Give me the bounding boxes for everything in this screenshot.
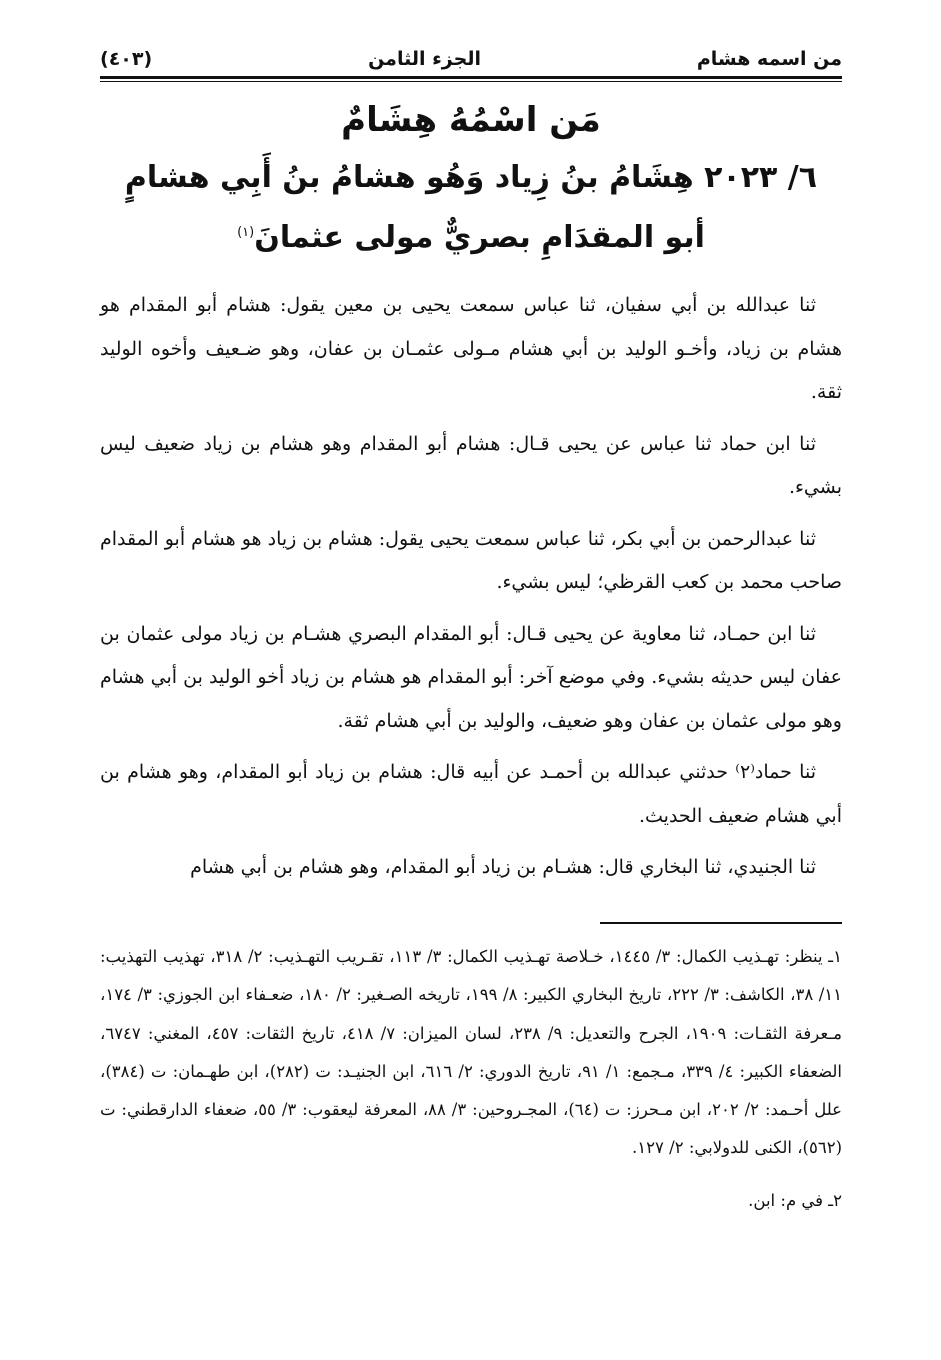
header-volume: الجزء الثامن (368, 48, 481, 70)
footnote-divider (600, 922, 842, 924)
paragraph: ثنا حماد⁽٢⁾ حدثني عبدالله بن أحمـد عن أبيه قال: هشام بن زياد أبو المقدام، وهو هشام بن أبي هشام ضعيف الحديث. (100, 761, 842, 827)
entry-title-line1: ٦/ ٢٠٢٣ هِشَامُ بنُ زِياد وَهُو هشامُ بنُ أَبِي هشامٍ (124, 160, 818, 195)
header-rule (100, 76, 842, 82)
footnotes (100, 938, 842, 1220)
footnote-1: ١ـ ينظر: تهـذيب الكمال: ٣/ ١٤٤٥، خـلاصة تهـذيب الكمال: ٣/ ١١٣، تقـريب التهـذيب: ٢/ ٣١٨، تهذيب التهذيب: ١١/ ٣٨، الكاشف: ٣/ ٢٢٢، تاريخ البخاري الكبير: ٨/ ١٩٩، تاريخه الصـغير: ٢/ ١٨٠، ضعـفاء ابن الجوزي: ٣/ ١٧٤، مـعرفة الثقـات: ١٩٠٩، الجرح والتعديل: ٩/ ٢٣٨، لسان الميزان: ٧/ ٤١٨، تاريخ الثقات: ٤٥٧، المغني: ٦٧٤٧، الضعفاء الكبير: ٤/ ٣٣٩، مـجمع: ١/ ٩١، تاريخ الدوري: ٢/ ٦١٦، ابن الجنيـد: ت (٢٨٢)، ابن طهـمان: ت (٣٨٤)، علل أحـمد: ٢/ ٢٠٢، ابن مـحرز: ت (٦٤)، المجـروحين: ٣/ ٨٨، المعرفة ليعقوب: ٣/ ٥٥، ضعفاء الدارقطني: ت (٥٦٢)، الكنى للدولابي: ٢/ ١٢٧. (100, 947, 843, 1158)
paragraph: ثنا عبدالرحمن بن أبي بكر، ثنا عباس سمعت يحيى يقول: هشام بن زياد هو هشام أبو المقدام صاحب محمد بن كعب القرظي؛ ليس بشيء. (100, 527, 842, 593)
entry-title-line2 (100, 220, 842, 255)
paragraph: ثنا الجنيدي، ثنا البخاري قال: هشـام بن زياد أبو المقدام، وهو هشام بن أبي هشام (190, 856, 816, 878)
footnote-2: ٢ـ في م: ابن. (748, 1190, 842, 1210)
section-title: مَن اسْمُهُ هِشَامٌ (341, 100, 601, 140)
footnote-ref: (١) (237, 225, 255, 240)
paragraph: ثنا ابن حماد ثنا عباس عن يحيى قـال: هشام أبو المقدام وهو هشام بن زياد ضعيف ليس بشيء. (100, 432, 842, 498)
header-section-name: من اسمه هشام (696, 48, 842, 70)
header-page-number: (٤٠٣) (100, 48, 153, 70)
body-text (100, 284, 842, 890)
entry-title-line2-text: أبو المقدَامِ بصريٌّ مولى عثمانَ (254, 220, 705, 255)
paragraph: ثنا عبدالله بن أبي سفيان، ثنا عباس سمعت يحيى بن معين يقول: هشام أبو المقدام هو هشام بن زياد، وأخـو الوليد بن أبي هشام مـولى عثمـان بن عفان، وهو ضـعيف وأخوه الوليد ثقة. (100, 294, 842, 403)
running-header (100, 30, 842, 70)
paragraph: ثنا ابن حمـاد، ثنا معاوية عن يحيى قـال: أبو المقدام البصري هشـام بن زياد مولى عثمان بن عفان ليس حديثه بشيء. وفي موضع آخر: أبو المقدام هو هشام بن زياد أخو الوليد بن أبي هشام وهو مولى عثمان بن عفان وهو ضعيف، والوليد بن أبي هشام ثقة. (100, 622, 842, 732)
